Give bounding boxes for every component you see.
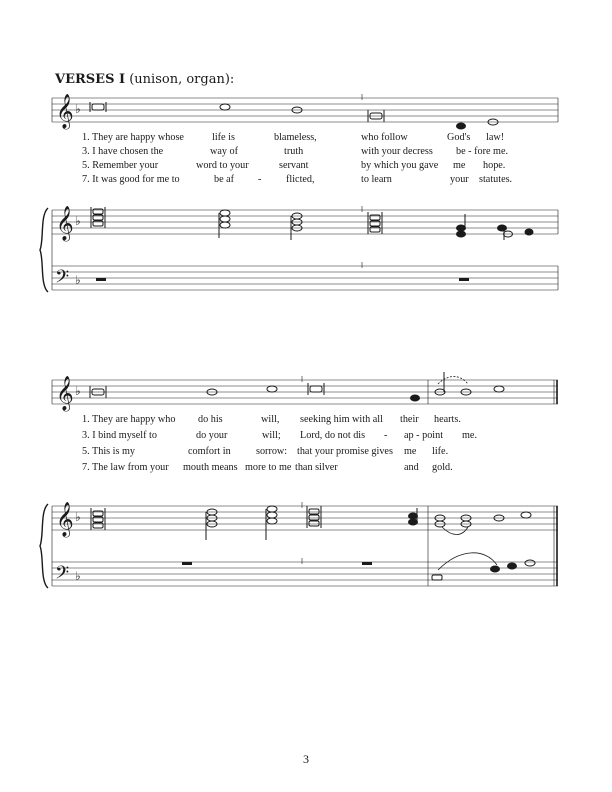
lyric-syllable: do his	[198, 414, 223, 425]
flat-icon: ♭	[75, 214, 81, 228]
treble-clef-icon: 𝄞	[56, 376, 74, 411]
flat-icon: ♭	[75, 273, 81, 287]
lyric-syllable: word to your	[196, 160, 249, 171]
lyric-syllable: will;	[262, 430, 281, 441]
lyric-syllable: me	[404, 446, 417, 457]
lyric-syllable: -	[258, 174, 262, 185]
lyric-syllable: me.	[462, 430, 477, 441]
piano-notes-1	[91, 207, 533, 240]
tie	[442, 527, 468, 535]
lyric-line: 7. It was good for me to	[82, 174, 180, 185]
lyric-line: 3. I have chosen the	[82, 146, 164, 157]
page-number: 3	[303, 752, 309, 766]
piano-notes-2	[91, 506, 531, 540]
lyric-syllable: gold.	[432, 462, 453, 473]
lyric-syllable: seeking him with all	[300, 414, 383, 425]
flat-icon: ♭	[75, 569, 81, 583]
treble-clef-icon: 𝄞	[56, 206, 74, 241]
treble-clef-icon: 𝄞	[56, 502, 74, 537]
lyric-syllable: be - fore me.	[456, 146, 509, 157]
lyric-syllable: Lord, do not dis	[300, 430, 366, 441]
lyric-syllable: servant	[279, 160, 309, 171]
lyric-line: 5. This is my	[82, 446, 136, 457]
lyric-syllable: law!	[486, 132, 505, 143]
lyric-syllable: to learn	[361, 174, 392, 185]
lyric-syllable: than silver	[295, 462, 338, 473]
lyric-syllable: hearts.	[434, 414, 461, 425]
lyric-syllable: that your promise gives	[297, 446, 393, 457]
brace-2	[40, 504, 48, 588]
lyric-syllable: sorrow:	[256, 446, 288, 457]
lyric-line: 1. They are happy who	[82, 414, 176, 425]
heading-subtitle: (unison, organ):	[129, 72, 235, 87]
flat-icon: ♭	[75, 102, 81, 116]
voice-staff-2	[52, 376, 558, 404]
voice-notes-2	[90, 372, 504, 401]
lyric-syllable: truth	[284, 146, 304, 157]
voice-staff-1	[52, 94, 558, 122]
lyric-syllable: God's	[447, 132, 471, 143]
lh-rests-1	[96, 278, 469, 281]
lyric-syllable: who follow	[361, 132, 408, 143]
lyric-syllable: statutes.	[479, 174, 513, 185]
lyric-syllable: hope.	[483, 160, 506, 171]
heading-title: VERSES I	[55, 72, 126, 87]
lyric-line: 7. The law from your	[82, 462, 169, 473]
lyric-syllable: more to me	[245, 462, 292, 473]
lyric-syllable: will,	[261, 414, 280, 425]
lyric-syllable: by which you gave	[361, 160, 439, 171]
lyric-syllable: flicted,	[286, 174, 315, 185]
bass-clef-icon: 𝄢	[55, 563, 70, 588]
lh-notes-2	[432, 553, 535, 580]
piano-rh-staff-2	[52, 502, 558, 586]
brace-1	[40, 208, 48, 292]
lyric-syllable: way of	[210, 146, 239, 157]
lyric-syllable: your	[450, 174, 469, 185]
clefs	[55, 94, 81, 588]
lyric-syllable: their	[400, 414, 419, 425]
lyric-syllable: ap - point	[404, 430, 444, 441]
lyric-syllable: blameless,	[274, 132, 317, 143]
lyric-line: 3. I bind myself to	[82, 430, 157, 441]
lyric-syllable: do your	[196, 430, 228, 441]
treble-clef-icon: 𝄞	[56, 94, 74, 129]
lyric-syllable: be af	[214, 174, 235, 185]
voice-notes-1	[90, 102, 498, 129]
lh-rests-2	[182, 562, 372, 565]
lyric-line: 5. Remember your	[82, 160, 159, 171]
lyric-syllable: -	[384, 430, 388, 441]
bass-clef-icon: 𝄢	[55, 267, 70, 292]
lyric-syllable: life is	[212, 132, 235, 143]
lyric-syllable: me	[453, 160, 466, 171]
lyric-syllable: mouth means	[183, 462, 238, 473]
piano-rh-staff-1	[52, 206, 558, 234]
flat-icon: ♭	[75, 384, 81, 398]
lyric-syllable: comfort in	[188, 446, 231, 457]
lyric-syllable: with your decress	[361, 146, 433, 157]
lyric-syllable: and	[404, 462, 419, 473]
flat-icon: ♭	[75, 510, 81, 524]
lyric-line: 1. They are happy whose	[82, 132, 184, 143]
lyric-syllable: life.	[432, 446, 449, 457]
